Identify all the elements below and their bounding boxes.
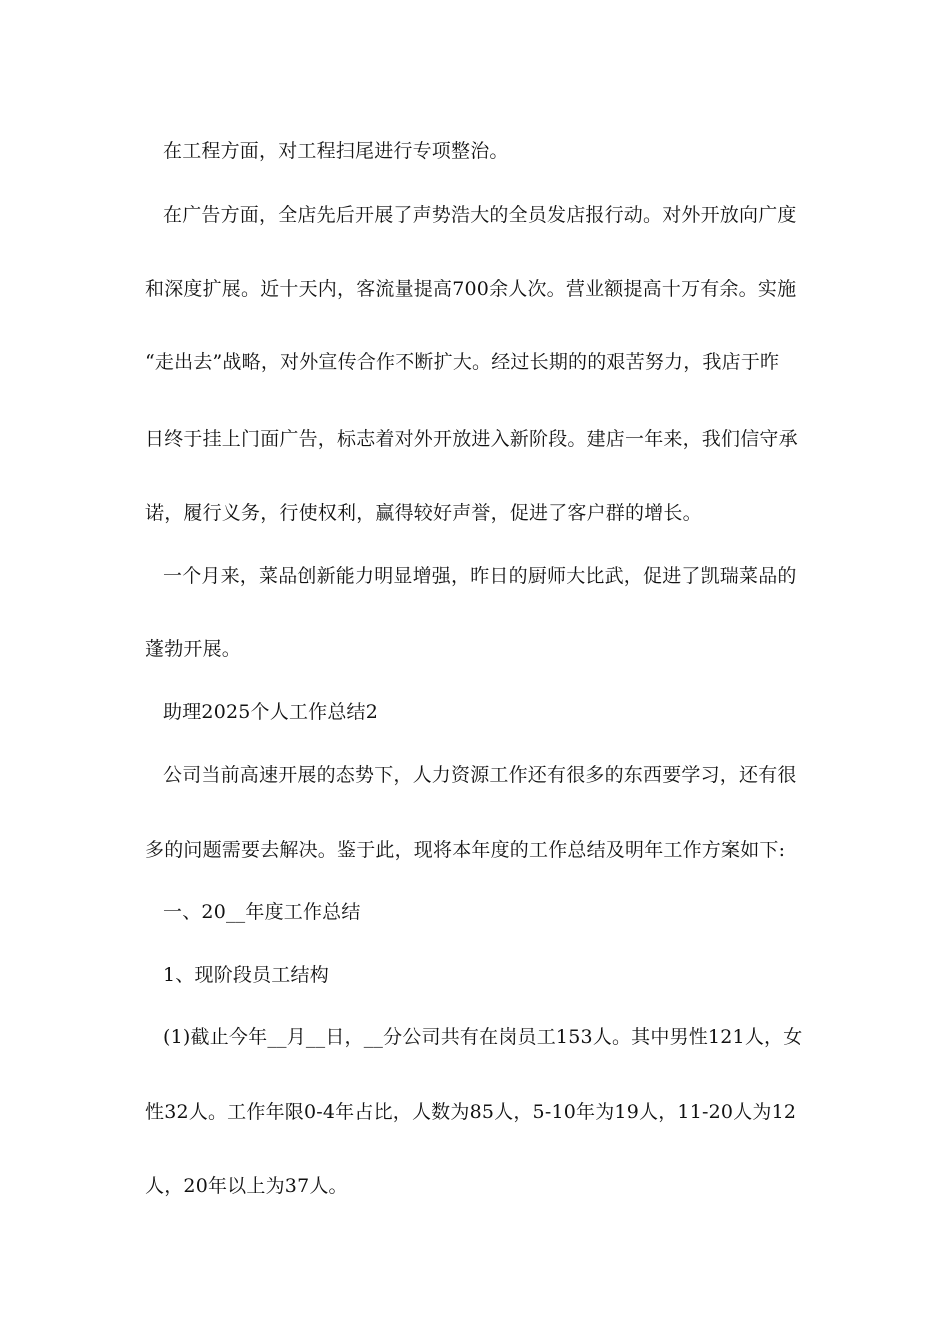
paragraph-staff-line-3: 人，20年以上为37人。	[145, 1175, 348, 1197]
paragraph-staff-line-2: 性32人。工作年限0-4年占比，人数为85人，5-10年为19人，11-20人为12	[145, 1101, 797, 1123]
paragraph-engineering: 在工程方面，对工程扫尾进行专项整治。	[163, 140, 509, 162]
paragraph-advertising-line-5: 诺，履行义务，行使权利，赢得较好声誉，促进了客户群的增长。	[145, 502, 702, 524]
paragraph-advertising-line-3: “走出去”战略，对外宣传合作不断扩大。经过长期的的艰苦努力，我店于昨	[145, 351, 780, 373]
subheading-annual-summary: 一、20__年度工作总结	[163, 901, 361, 923]
paragraph-advertising-line-4: 日终于挂上门面广告，标志着对外开放进入新阶段。建店一年来，我们信守承	[145, 428, 798, 450]
paragraph-advertising-line-2: 和深度扩展。近十天内，客流量提高700余人次。营业额提高十万有余。实施	[145, 278, 797, 300]
paragraph-advertising-line-1: 在广告方面，全店先后开展了声势浩大的全员发店报行动。对外开放向广度	[163, 204, 797, 226]
section-heading: 助理2025个人工作总结2	[163, 701, 379, 723]
subheading-staff-structure: 1、现阶段员工结构	[163, 964, 329, 986]
paragraph-hr-line-1: 公司当前高速开展的态势下，人力资源工作还有很多的东西要学习，还有很	[163, 764, 797, 786]
paragraph-dishes-line-2: 蓬勃开展。	[145, 638, 242, 660]
paragraph-hr-line-2: 多的问题需要去解决。鉴于此，现将本年度的工作总结及明年工作方案如下:	[145, 839, 786, 861]
paragraph-staff-line-1: (1)截止今年__月__日，__分公司共有在岗员工153人。其中男性121人，女	[163, 1026, 803, 1048]
paragraph-dishes-line-1: 一个月来，菜品创新能力明显增强，昨日的厨师大比武，促进了凯瑞菜品的	[163, 565, 797, 587]
